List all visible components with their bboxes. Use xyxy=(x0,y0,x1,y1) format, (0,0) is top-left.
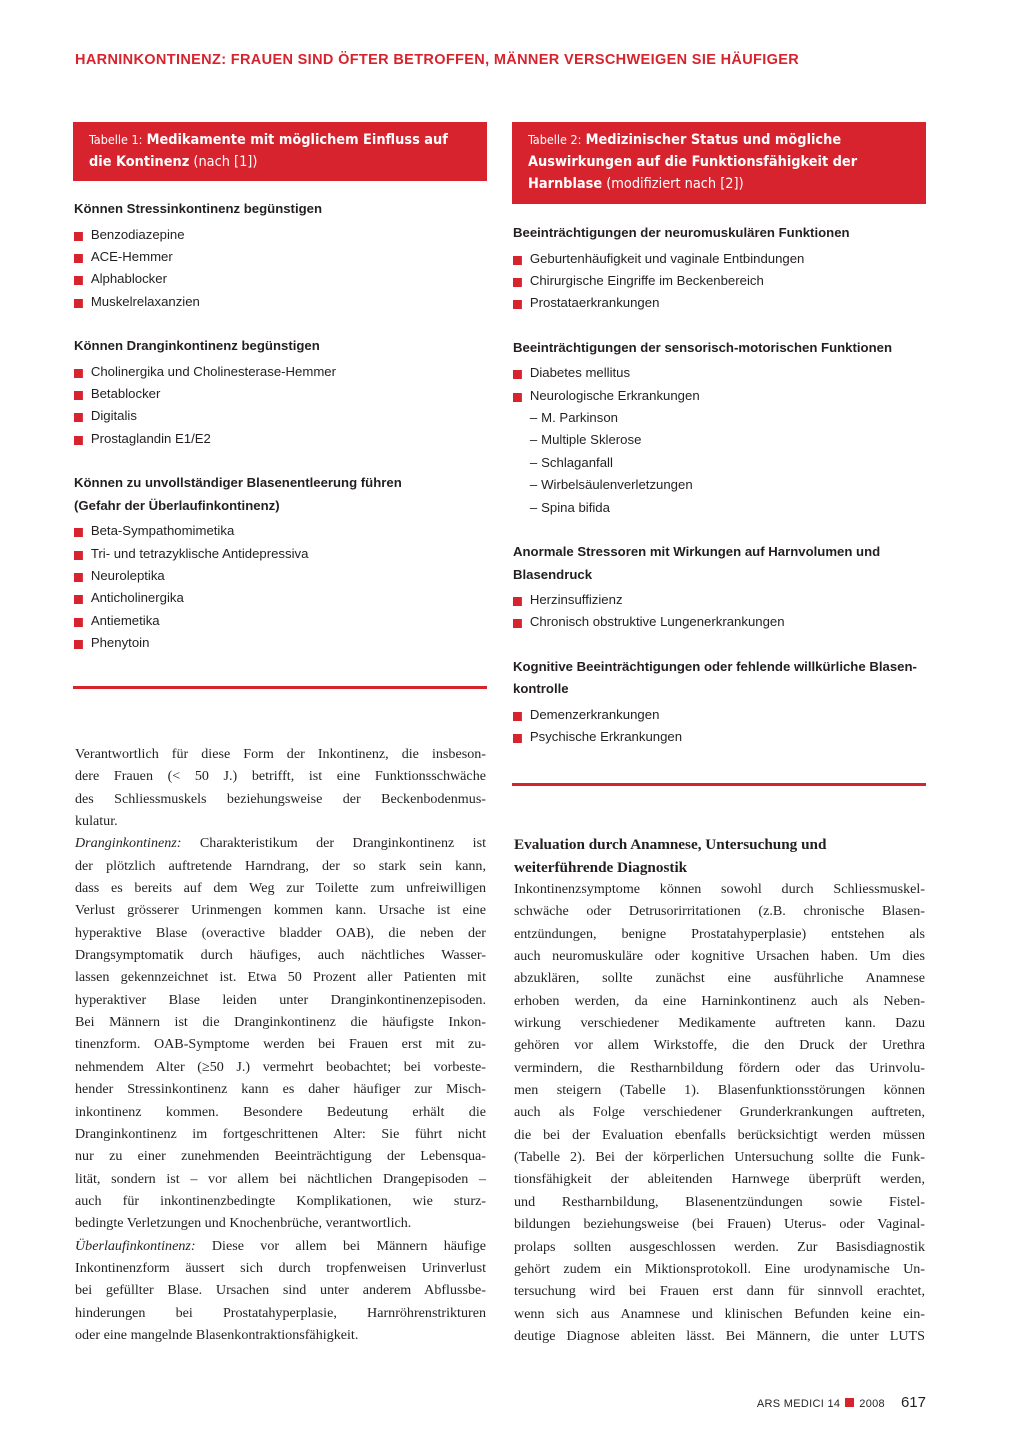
group-heading: Kognitive Beeinträchtigungen oder fehlende willkürliche Blasen- xyxy=(512,658,917,674)
bullet-square-icon xyxy=(74,391,83,400)
table-2-group xyxy=(512,656,926,749)
sub-list-item: – Schlaganfall xyxy=(529,454,613,470)
bullet-square-icon xyxy=(513,300,522,309)
list-item: Prostataerkrankungen xyxy=(512,292,922,314)
group-heading: Blasendruck xyxy=(512,566,593,582)
table-1-group xyxy=(73,472,487,654)
bullet-square-icon xyxy=(74,413,83,422)
list-item: Digitalis xyxy=(73,405,483,427)
list-item: Cholinergika und Cholinesterase-Hemmer xyxy=(73,361,483,383)
group-heading: Beeinträchtigungen der sensorisch-motorischen Funktionen xyxy=(512,339,893,355)
list-item: Betablocker xyxy=(73,383,483,405)
table-2-bottom-rule xyxy=(512,783,926,786)
running-head: HARNINKONTINENZ: FRAUEN SIND ÖFTER BETROFFEN, MÄNNER VERSCHWEIGEN SIE HÄUFIGER xyxy=(75,52,800,68)
list-item: Diabetes mellitus xyxy=(512,362,922,384)
bullet-square-icon xyxy=(513,597,522,606)
table-2-title: Harnblase xyxy=(528,176,603,192)
item-list xyxy=(512,248,926,315)
table-2-group xyxy=(512,541,926,634)
item-list xyxy=(512,589,926,634)
page-number: 617 xyxy=(900,1394,926,1411)
table-2-group xyxy=(512,337,926,519)
sub-list-item: – Multiple Sklerose xyxy=(529,432,642,448)
bullet-square-icon xyxy=(74,436,83,445)
table-2-title: Auswirkungen auf die Funktionsfähigkeit der xyxy=(528,154,858,170)
list-item: Tri- und tetrazyklische Antidepressiva xyxy=(73,543,483,565)
bullet-square-icon xyxy=(513,393,522,402)
list-item: Psychische Erkrankungen xyxy=(512,726,922,748)
list-item: ACE-Hemmer xyxy=(73,246,483,268)
bullet-square-icon xyxy=(74,276,83,285)
list-item: Phenytoin xyxy=(73,632,483,654)
bullet-square-icon xyxy=(74,299,83,308)
group-heading: (Gefahr der Überlaufinkontinenz) xyxy=(73,497,280,513)
list-item: Benzodiazepine xyxy=(73,224,483,246)
group-heading: Können Dranginkontinenz begünstigen xyxy=(73,338,320,354)
bullet-square-icon xyxy=(74,618,83,627)
table-1-bottom-rule xyxy=(73,686,487,689)
bullet-square-icon xyxy=(74,573,83,582)
table-1-group xyxy=(73,335,487,450)
item-list xyxy=(73,520,487,654)
magazine-year: 2008 xyxy=(859,1398,885,1410)
table-1-note: (nach [1]) xyxy=(193,154,258,170)
list-item: Herzinsuffizienz xyxy=(512,589,922,611)
list-item: Alphablocker xyxy=(73,268,483,290)
bullet-square-icon xyxy=(74,369,83,378)
list-item: Antiemetika xyxy=(73,610,483,632)
group-heading: Können zu unvollständiger Blasenentleerung führen xyxy=(73,475,402,491)
sub-list-item: – Wirbelsäulenverletzungen xyxy=(529,477,693,493)
sub-list-item: – M. Parkinson xyxy=(529,410,618,426)
left-body-text: Verantwortlich für diese Form der Inkontinenz, die insbeson- dere Frauen (< 50 J.) betrifft, ist eine Funktionsschwäche des Schliessmuskels beziehungsweise der Beckenbodenmus- kulatur. Dranginkontinenz: Charakteristikum der Dranginkontinenz ist der plötzlich auftretende Harndrang, der so stark sein kann, dass es bereits auf dem Weg zur Toilette zum unfreiwilligen Verlust grösserer Urinmengen kommen kann. Ursache ist eine hyperaktive Blase (overactive bladder OAB), die neben der Drangsymptomatik durch häufiges, auch nächtliches Wasser- lassen gekennzeichnet ist. Etwa 50 Prozent aller Patienten mit hyperaktiver Blase leiden unter Dranginkontinenzepisoden. Bei Männern ist die Dranginkontinenz die häufigste Inkon- tinenzform. OAB-Symptome werden bei Frauen erst mit zu- nehmendem Alter (≥50 J.) vermehrt beobachtet; bei vorbeste- hender Stressinkontinenz kann es daher häufiger zur Misch- inkontinenz kommen. Besondere Bedeutung erhält die Dranginkontinenz im fortgeschrittenen Alter: Sie führt nicht nur zu einer zunehmenden Beeinträchtigung der Lebensqua- lität, sondern ist – vor allem bei nächtlichen Drangepisoden – auch für inkontinenzbedingte Komplikationen, wie sturz- bedingte Verletzungen und Knochenbrüche, verantwortlich. Überlaufinkontinenz: Diese vor allem bei Männern häufige Inkontinenzform äussert sich durch tropfenweisen Urinverlust bei gefüllter Blase. Ursachen sind unter anderem Abflussbe- hinderungen bei Prostatahyperplasie, Harnröhrenstrikturen oder eine mangelnde Blasenkontraktionsfähigkeit. xyxy=(75,746,486,1343)
page-footer xyxy=(757,1394,926,1411)
list-item: Geburtenhäufigkeit und vaginale Entbindungen xyxy=(512,248,922,270)
sub-list-item: – Spina bifida xyxy=(529,499,610,515)
list-item: Demenzerkrankungen xyxy=(512,704,922,726)
paragraph-dranginkontinenz: Dranginkontinenz: Charakteristikum der Dranginkontinenz ist xyxy=(75,835,486,852)
table-2-header xyxy=(512,122,926,204)
bullet-square-icon xyxy=(513,278,522,287)
table-2-label: Tabelle 2: xyxy=(528,132,582,147)
section-heading: Evaluation durch Anamnese, Untersuchung und weiterführende Diagnostik xyxy=(514,836,827,876)
item-list xyxy=(512,704,926,749)
table-1 xyxy=(73,122,487,655)
list-item: Beta-Sympathomimetika xyxy=(73,520,483,542)
table-1-header xyxy=(73,122,487,181)
bullet-square-icon xyxy=(513,712,522,721)
list-item: Anticholinergika xyxy=(73,587,483,609)
item-list xyxy=(73,224,487,314)
table-1-title: Medikamente mit möglichem Einfluss auf die Kontinenz xyxy=(89,132,448,170)
table-2-group xyxy=(512,222,926,315)
list-item: Muskelrelaxanzien xyxy=(73,291,483,313)
list-item: Chronisch obstruktive Lungenerkrankungen xyxy=(512,611,922,633)
group-heading: kontrolle xyxy=(512,681,569,697)
table-2-note: (modifiziert nach [2]) xyxy=(606,176,744,192)
list-item: Prostaglandin E1/E2 xyxy=(73,428,483,450)
group-heading: Beeinträchtigungen der neuromuskulären Funktionen xyxy=(512,225,850,240)
paragraph-ueberlaufinkontinenz: Überlaufinkontinenz: Diese vor allem bei Männern häufige xyxy=(75,1237,486,1254)
bullet-square-icon xyxy=(74,551,83,560)
right-body-text: Inkontinenzsymptome können sowohl durch Schliessmuskel- schwäche oder Detrusorirritationen (z.B. chronische Blasen- entzündungen, benigne Prostatahyperplasie) entstehen als auch neuromuskuläre oder kognitive Ursachen haben. Um dies abzuklären, sollte zunächst eine ausführliche Anamnese erhoben werden, da eine Harninkontinenz auch als Neben- wirkung verschiedener Medikamente auftreten kann. Dazu gehören vor allem Wirkstoffe, die den Druck der Urethra vermindern, die Restharnbildung fördern oder das Urinvolu- men steigern (Tabelle 1). Blasenfunktionsstörungen können auch als Folge verschiedener Grunderkrankungen auftreten, die bei der Evaluation ebenfalls berücksichtigt werden müssen (Tabelle 2). Bei der körperlichen Untersuchung sollte die Funk- tionsfähigkeit der ableitenden Harnwege überprüft werden, und Restharnbildung, Blasenentzündungen sowie Fistel- bildungen beziehungsweise (bei Frauen) Uterus- oder Vaginal- prolaps sollten ausgeschlossen werden. Zur Basisdiagnostik gehört zudem ein Miktionsprotokoll. Eine urodynamische Un- tersuchung wird bei Frauen erst dann für sinnvoll erachtet, wenn sich aus Anamnese und klinischen Befunden keine ein- deutige Diagnose ableiten lässt. Bei Männern, die unter LUTS xyxy=(514,881,925,1344)
magazine-name: ARS MEDICI 14 xyxy=(756,1398,841,1410)
item-list xyxy=(512,362,926,519)
table-2-title: Medizinischer Status und mögliche xyxy=(585,132,842,148)
list-item: Neuroleptika xyxy=(73,565,483,587)
bullet-square-icon xyxy=(513,619,522,628)
item-list xyxy=(73,361,487,451)
bullet-square-icon xyxy=(74,232,83,241)
bullet-square-icon xyxy=(74,640,83,649)
bullet-square-icon xyxy=(513,370,522,379)
bullet-square-icon xyxy=(74,595,83,604)
bullet-square-icon xyxy=(513,734,522,743)
bullet-square-icon xyxy=(74,528,83,537)
bullet-square-icon xyxy=(74,254,83,263)
list-item: Chirurgische Eingriffe im Beckenbereich xyxy=(512,270,922,292)
table-1-label: Tabelle 1: xyxy=(89,132,143,147)
footer-square-icon xyxy=(845,1398,854,1407)
group-heading: Anormale Stressoren mit Wirkungen auf Harnvolumen und xyxy=(512,544,881,560)
bullet-square-icon xyxy=(513,256,522,265)
list-item: Neurologische Erkrankungen xyxy=(512,385,922,407)
table-1-group xyxy=(73,198,487,313)
table-2 xyxy=(512,122,926,749)
group-heading: Können Stressinkontinenz begünstigen xyxy=(73,201,323,216)
